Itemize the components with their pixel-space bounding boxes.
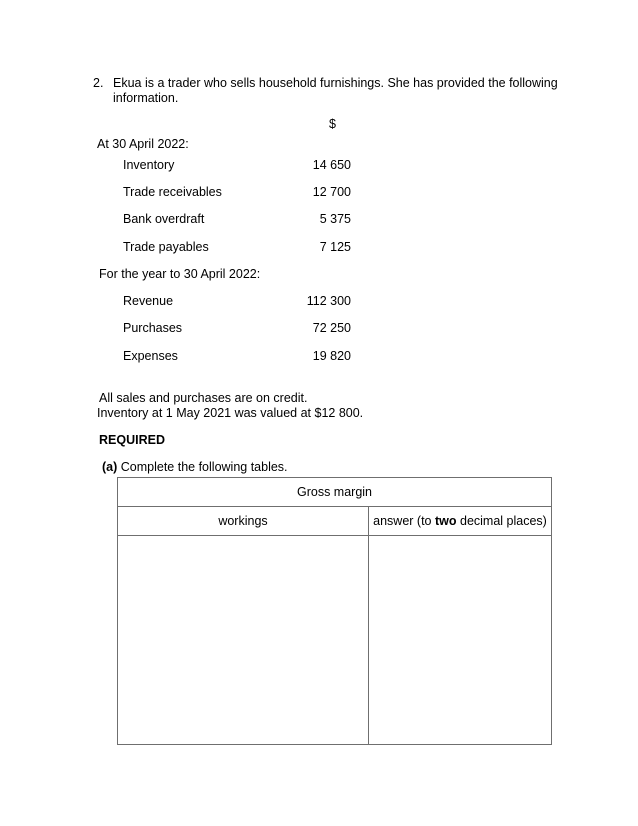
year-label-expenses: Expenses [123,349,178,363]
workings-cell[interactable] [118,536,369,745]
balance-label-overdraft: Bank overdraft [123,212,205,226]
gross-margin-title: Gross margin [118,478,552,507]
part-a-instruction [102,460,288,474]
note-line2: Inventory at 1 May 2021 was valued at $12 800. [97,406,364,420]
year-value-expenses: 19 820 [312,349,351,363]
answer-cell[interactable] [369,536,552,745]
part-a-text: Complete the following tables. [120,460,288,474]
year-value-revenue: 112 300 [306,294,351,308]
gross-margin-table [117,477,552,745]
balance-label-inventory: Inventory [123,158,175,172]
year-value-purchases: 72 250 [312,321,351,335]
balance-label-receivables: Trade receivables [123,185,222,199]
answer-header [369,507,552,536]
answer-header-bold: two [434,514,457,528]
question-intro-line1: Ekua is a trader who sells household furnishings. She has provided the following [113,76,558,90]
balances-heading: At 30 April 2022: [97,137,189,151]
required-heading: REQUIRED [99,433,165,447]
balance-value-receivables: 12 700 [312,185,351,199]
workings-header: workings [118,507,369,536]
balance-value-inventory: 14 650 [312,158,351,172]
year-heading: For the year to 30 April 2022: [99,267,261,281]
part-a-label: (a) [102,460,118,474]
currency-header: $ [329,117,336,131]
answer-header-pre: answer (to [373,514,435,528]
question-intro-line2: information. [113,91,179,105]
question-number: 2. [93,76,104,90]
balance-value-overdraft: 5 375 [319,212,351,226]
answer-header-post: decimal places) [456,514,547,528]
note-line1: All sales and purchases are on credit. [99,391,308,405]
year-label-purchases: Purchases [123,321,183,335]
balance-label-payables: Trade payables [123,240,209,254]
year-label-revenue: Revenue [123,294,174,308]
balance-value-payables: 7 125 [319,240,351,254]
